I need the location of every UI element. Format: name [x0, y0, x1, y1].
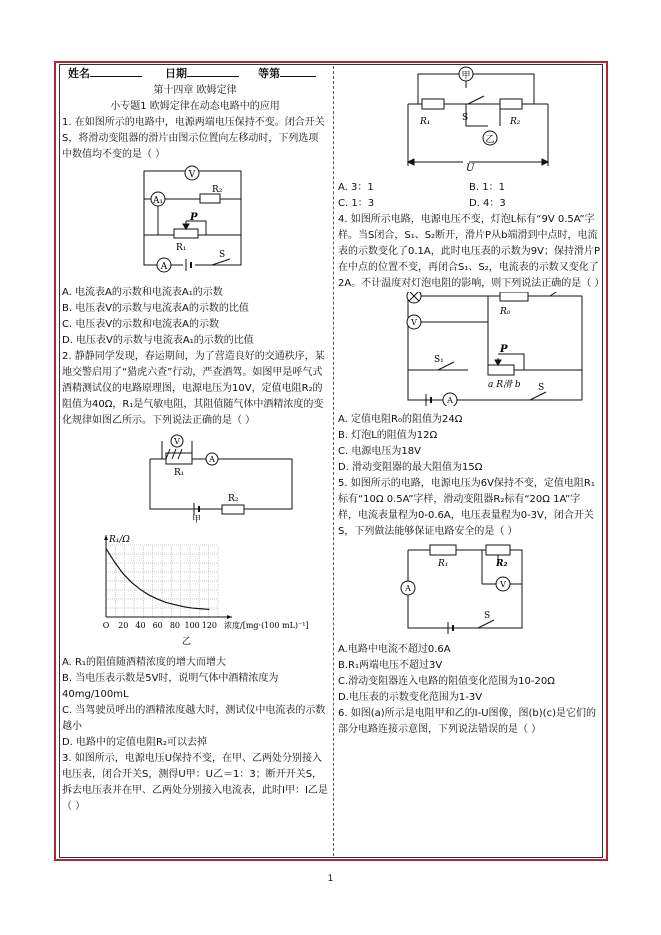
q4-text: 4. 如图所示电路，电源电压不变，灯泡L标有“9V 0.5A”字样。当S闭合，S₁、S₂断开，滑片P从b端滑到中点时，电流表的示数变化了0.1A，此时电压表的示数为9V；保持滑片P在中点的位置不变，再闭合S₁、S₂，电流表的示数又变化了2A。不计温度对灯泡电阻的影响，则下列说法正确的是（ ） [338, 214, 605, 289]
grade-label: 等第 [258, 67, 281, 80]
q2-fig2-caption: 乙 [182, 637, 192, 647]
q4-slider-label: P [500, 344, 508, 355]
x-axis-label: 浓度/[mg·(100 mL)⁻¹] [224, 621, 309, 630]
q1-switch-label: S [219, 250, 226, 260]
q3-r2-label: R₂ [510, 117, 521, 127]
q1-option-d[interactable]: D. 电压表V的示数与电流表A₁的示数的比值 [62, 335, 254, 346]
q2-option-c[interactable]: C. 当驾驶员呼出的酒精浓度越大时，测试仪中电流表的示数越小 [62, 705, 326, 732]
q5-option-a[interactable]: A.电路中电流不超过0.6A [338, 644, 451, 655]
q1-r2-label: R₂ [212, 185, 223, 195]
q1-slider-label: P [190, 212, 198, 223]
q4-voltmeter-label: V [411, 318, 417, 327]
q5-r2-label: R₂ [496, 559, 508, 569]
q4-s1-label: S₁ [434, 355, 444, 365]
q2-ammeter-label: A [209, 455, 215, 464]
y-axis-label: R₁/Ω [109, 535, 130, 545]
x-tick-label: 20 [118, 621, 129, 630]
q4-option-d[interactable]: D. 滑动变阻器的最大阻值为15Ω [338, 462, 483, 473]
q2-voltmeter-label: V [174, 437, 180, 446]
q2-fig1-caption: 甲 [192, 515, 202, 525]
q4-option-b[interactable]: B. 灯泡L的阻值为12Ω [338, 430, 438, 441]
q4-ammeter-label: A [447, 396, 453, 405]
q2-concentration-chart [62, 531, 328, 649]
q1-option-b[interactable]: B. 电压表V的示数与电流表A的示数的比值 [62, 303, 249, 314]
x-tick-label: 80 [169, 621, 181, 630]
q5-voltmeter-label: V [500, 580, 506, 589]
q2-option-d[interactable]: D. 电路中的定值电阻R₂可以去掉 [62, 737, 208, 748]
y-axis-arrow [104, 535, 108, 540]
q3-option-c[interactable]: C. 1：3 [338, 198, 375, 209]
topic-title: 小专题1 欧姆定律在动态电路中的应用 [110, 101, 280, 112]
name-label: 姓名 [68, 67, 90, 80]
q4-option-a[interactable]: A. 定值电阻R₀的阻值为24Ω [338, 414, 463, 425]
q4-lamp-label [422, 292, 428, 295]
right-column [338, 66, 605, 738]
x-tick-label: O [102, 621, 110, 630]
x-axis-arrow [227, 615, 232, 619]
page-number: 1 [327, 874, 334, 884]
q1-circuit-figure [62, 163, 328, 279]
date-label: 日期 [164, 67, 187, 80]
q2-text: 2. 静静同学发现，春运期间，为了营造良好的交通秩序，某地交警启用了“猎虎六查”行动，严查酒驾。如图甲是呼气式酒精测试仪的电路原理图，电源电压为10V，定值电阻R₂的阻值为40Ω，R₁是气敏电阻，其阻值随气体中酒精浓度的变化规律如图乙所示。下列说法正确的是（ ） [62, 351, 325, 426]
q2-r1-label: R₁ [174, 468, 185, 478]
q5-option-c[interactable]: C.滑动变阻器连入电路的阻值变化范围为10-20Ω [338, 676, 555, 687]
q5-ammeter-label: A [405, 584, 411, 593]
x-tick-label: 120 [201, 621, 218, 630]
left-column [62, 66, 328, 815]
grade-blank[interactable] [280, 66, 316, 77]
q3-option-d[interactable]: D. 4：3 [469, 198, 506, 209]
q4-switch-label: S [538, 383, 545, 393]
q3-jia-label: 甲 [461, 71, 471, 81]
q3-switch-label: S [462, 113, 469, 123]
q1-voltmeter-label: V [188, 170, 196, 180]
chapter-title: 第十四章 欧姆定律 [153, 85, 237, 96]
q3-option-b[interactable]: B. 1：1 [469, 182, 505, 193]
q3-r1-label: R₁ [420, 117, 431, 127]
student-header [68, 66, 328, 82]
q1-option-c[interactable]: C. 电压表V的示数和电流表A的示数 [62, 319, 220, 330]
q3-voltage-label: U [466, 163, 475, 174]
q4-circuit-figure [338, 292, 600, 406]
q2-circuit-figure [62, 429, 328, 525]
q1-ammeter-a1-label: A₁ [152, 196, 164, 206]
q3-options-row-1 [338, 180, 600, 196]
q5-option-b[interactable]: B.R₁两端电压不超过3V [338, 660, 443, 671]
q2-option-b[interactable]: B. 当电压表示数是5V时，说明气体中酒精浓度为40mg/100mL [62, 673, 279, 700]
q2-r2-label: R₂ [228, 494, 239, 504]
q1-text: 1. 在如图所示的电路中，电源两端电压保持不变。闭合开关S，将滑动变阻器的滑片由图示位置向左移动时，下列选项中数值均不变的是（ ） [62, 117, 325, 160]
q3-option-a[interactable]: A. 3：1 [338, 182, 374, 193]
x-tick-label: 60 [152, 621, 163, 630]
q5-r1-label: R₁ [438, 559, 449, 569]
q4-option-c[interactable]: C. 电源电压为18V [338, 446, 421, 457]
q5-option-d[interactable]: D.电压表的示数变化范围为1-3V [338, 692, 483, 703]
name-blank[interactable] [90, 66, 142, 77]
q5-text: 5. 如图所示的电路，电源电压为6V保持不变，定值电阻R₁标有“10Ω 0.5A”字样，滑动变阻器R₂标有“20Ω 1A”字样，电流表量程为0-0.6A，电压表量程为0-3V，闭合开关S，下列做法能够保证电路安全的是（ ） [338, 478, 595, 537]
q4-s2-label [560, 292, 570, 295]
q6-text: 6. 如图(a)所示是电阻甲和乙的I-U图像，图(b)(c)是它们的部分电路连接示意图，下列说法错误的是（ ） [338, 708, 596, 735]
q1-ammeter-label: A [160, 262, 168, 272]
date-blank[interactable] [187, 66, 239, 77]
q1-option-a[interactable]: A. 电流表A的示数和电流表A₁的示数 [62, 287, 223, 298]
q4-rheostat-label: a R滑 b [488, 380, 521, 390]
q3-options-row-2 [338, 196, 600, 212]
x-tick-label: 100 [184, 621, 200, 630]
data-line-series-1 [106, 548, 209, 609]
q2-option-a[interactable]: A. R₁的阻值随酒精浓度的增大而增大 [62, 657, 226, 668]
q1-r1-label: R₁ [176, 243, 187, 253]
q3-circuit-figure [338, 66, 600, 174]
q3-yi-label: 乙 [485, 135, 495, 145]
column-separator [333, 66, 334, 856]
q5-circuit-figure [338, 540, 600, 636]
x-tick-label: 40 [135, 621, 146, 630]
q3-text: 3. 如图所示，电源电压U保持不变，在甲、乙两处分别接入电压表，闭合开关S，测得U甲：U乙＝1：3；断开开关S，拆去电压表并在甲、乙两处分别接入电流表，此时I甲：I乙是（ ） [62, 753, 328, 812]
q5-switch-label: S [484, 611, 491, 621]
q4-r0-label: R₀ [500, 307, 511, 317]
